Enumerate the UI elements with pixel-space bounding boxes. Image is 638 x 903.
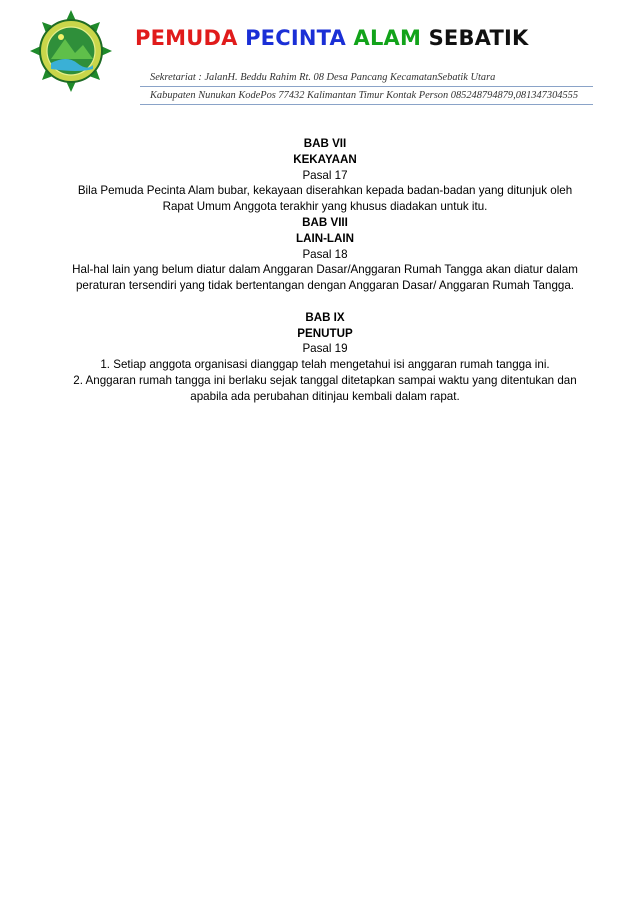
- title-word-alam: ALAM: [353, 26, 422, 50]
- paragraph-gap: [60, 294, 590, 310]
- header-divider-2: [140, 104, 593, 105]
- organization-title: [135, 26, 615, 50]
- pasal-heading: Pasal 18: [302, 247, 348, 261]
- pasal-item: apabila ada perubahan ditinjau kembali dalam rapat.: [190, 389, 460, 403]
- pasal-text: peraturan tersendiri yang tidak bertentangan dengan Anggaran Dasar/ Anggaran Rumah Tangga.: [75, 279, 575, 293]
- bab-title: PENUTUP: [297, 326, 353, 340]
- title-word-pemuda: PEMUDA: [135, 26, 238, 50]
- bab-heading: BAB VIII: [302, 215, 348, 229]
- pasal-item: 1. Setiap anggota organisasi dianggap telah mengetahui isi anggaran rumah tangga ini.: [100, 358, 550, 372]
- header-divider-1: [140, 86, 593, 87]
- bab-title: KEKAYAAN: [293, 152, 357, 166]
- title-word-sebatik: SEBATIK: [428, 26, 529, 50]
- pasal-text: Hal-hal lain yang belum diatur dalam Anggaran Dasar/Anggaran Rumah Tangga akan diatur dalam: [72, 263, 578, 277]
- pasal-item: 2. Anggaran rumah tangga ini berlaku sejak tanggal ditetapkan sampai waktu yang ditentukan dan: [73, 373, 577, 387]
- pasal-heading: Pasal 19: [302, 342, 348, 356]
- document-body: [60, 136, 590, 405]
- bab-heading: BAB VII: [303, 137, 347, 150]
- address-line-2: Kabupaten Nunukan KodePos 77432 Kalimantan Timur Kontak Person 085248794879,081347304555: [150, 90, 579, 101]
- bab-title: LAIN-LAIN: [296, 231, 354, 245]
- title-word-pecinta: PECINTA: [245, 26, 346, 50]
- pasal-text: Rapat Umum Anggota terakhir yang khusus diadakan untuk itu.: [162, 200, 488, 214]
- address-line-1: Sekretariat : JalanH. Beddu Rahim Rt. 08 Desa Pancang KecamatanSebatik Utara: [150, 72, 496, 83]
- organization-logo-icon: [30, 10, 112, 92]
- bab-heading: BAB IX: [305, 310, 345, 324]
- pasal-text: Bila Pemuda Pecinta Alam bubar, kekayaan diserahkan kepada badan-badan yang ditunjuk oleh: [77, 184, 573, 198]
- pasal-heading: Pasal 17: [302, 168, 348, 182]
